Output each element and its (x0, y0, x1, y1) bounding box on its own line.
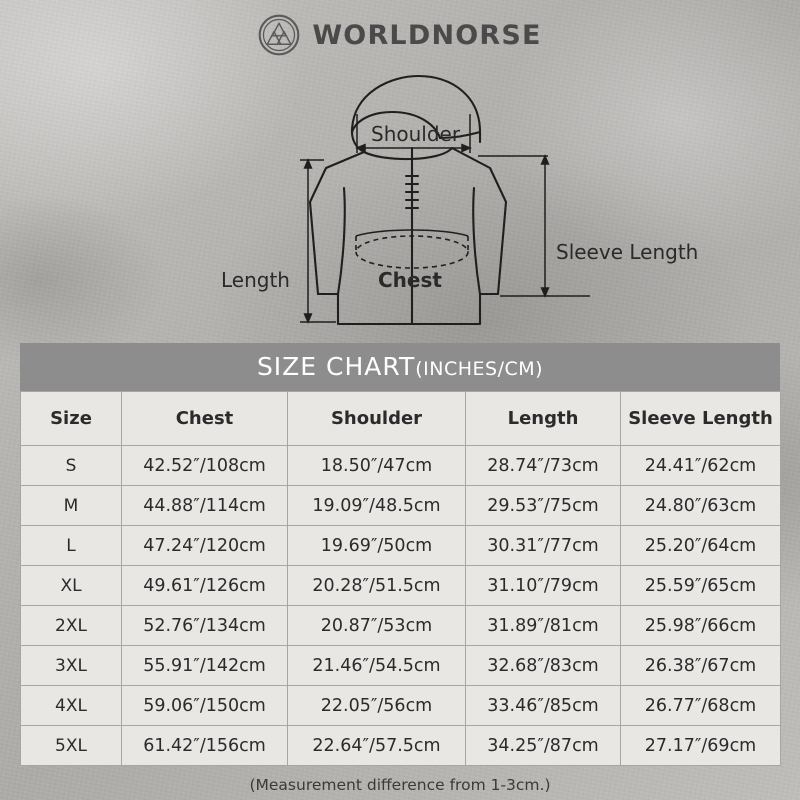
diagram-label-shoulder: Shoulder (371, 122, 461, 146)
table-row (21, 566, 781, 606)
cell-length: 32.68″/83cm (466, 646, 621, 686)
size-chart-section (20, 343, 780, 794)
table-row (21, 646, 781, 686)
cell-length: 29.53″/75cm (466, 486, 621, 526)
size-chart-title (20, 343, 780, 391)
table-row (21, 446, 781, 486)
size-chart-title-main: SIZE CHART (256, 352, 416, 381)
cell-length: 34.25″/87cm (466, 726, 621, 766)
cell-shoulder: 19.09″/48.5cm (288, 486, 466, 526)
table-row (21, 686, 781, 726)
table-row (21, 486, 781, 526)
size-chart-table (20, 391, 781, 766)
cell-chest: 44.88″/114cm (122, 486, 288, 526)
cell-sleeve-length: 25.20″/64cm (621, 526, 781, 566)
cell-size: 5XL (21, 726, 122, 766)
cell-chest: 42.52″/108cm (122, 446, 288, 486)
diagram-label-length: Length (221, 268, 290, 292)
valknut-circle-logo-icon (258, 14, 300, 56)
cell-sleeve-length: 24.80″/63cm (621, 486, 781, 526)
cell-sleeve-length: 26.77″/68cm (621, 686, 781, 726)
garment-diagram (0, 56, 800, 328)
cell-chest: 59.06″/150cm (122, 686, 288, 726)
measurement-footnote: (Measurement difference from 1-3cm.) (249, 776, 551, 794)
cell-chest: 52.76″/134cm (122, 606, 288, 646)
size-chart-title-sub: (INCHES/CM) (415, 358, 544, 380)
cell-size: XL (21, 566, 122, 606)
cell-size: 2XL (21, 606, 122, 646)
cell-shoulder: 22.05″/56cm (288, 686, 466, 726)
diagram-label-chest: Chest (378, 268, 442, 292)
cell-sleeve-length: 24.41″/62cm (621, 446, 781, 486)
column-header-length: Length (466, 392, 621, 446)
cell-chest: 61.42″/156cm (122, 726, 288, 766)
cell-sleeve-length: 26.38″/67cm (621, 646, 781, 686)
cell-shoulder: 20.87″/53cm (288, 606, 466, 646)
cell-size: M (21, 486, 122, 526)
brand-header (0, 0, 800, 56)
cell-shoulder: 18.50″/47cm (288, 446, 466, 486)
cell-shoulder: 19.69″/50cm (288, 526, 466, 566)
cell-chest: 49.61″/126cm (122, 566, 288, 606)
column-header-shoulder: Shoulder (288, 392, 466, 446)
cell-length: 30.31″/77cm (466, 526, 621, 566)
table-row (21, 526, 781, 566)
table-header-row (21, 392, 781, 446)
column-header-chest: Chest (122, 392, 288, 446)
cell-length: 33.46″/85cm (466, 686, 621, 726)
cell-size: L (21, 526, 122, 566)
cell-size: 3XL (21, 646, 122, 686)
column-header-size: Size (21, 392, 122, 446)
cell-size: 4XL (21, 686, 122, 726)
cell-chest: 55.91″/142cm (122, 646, 288, 686)
cell-length: 31.10″/79cm (466, 566, 621, 606)
brand-name: WORLDNORSE (312, 19, 542, 51)
cell-length: 31.89″/81cm (466, 606, 621, 646)
cell-shoulder: 21.46″/54.5cm (288, 646, 466, 686)
cell-sleeve-length: 27.17″/69cm (621, 726, 781, 766)
cell-sleeve-length: 25.98″/66cm (621, 606, 781, 646)
cell-length: 28.74″/73cm (466, 446, 621, 486)
cell-size: S (21, 446, 122, 486)
cell-sleeve-length: 25.59″/65cm (621, 566, 781, 606)
cell-shoulder: 20.28″/51.5cm (288, 566, 466, 606)
cell-shoulder: 22.64″/57.5cm (288, 726, 466, 766)
cell-chest: 47.24″/120cm (122, 526, 288, 566)
diagram-label-sleeve-length: Sleeve Length (556, 240, 699, 264)
column-header-sleeve-length: Sleeve Length (621, 392, 781, 446)
table-row (21, 726, 781, 766)
table-row (21, 606, 781, 646)
